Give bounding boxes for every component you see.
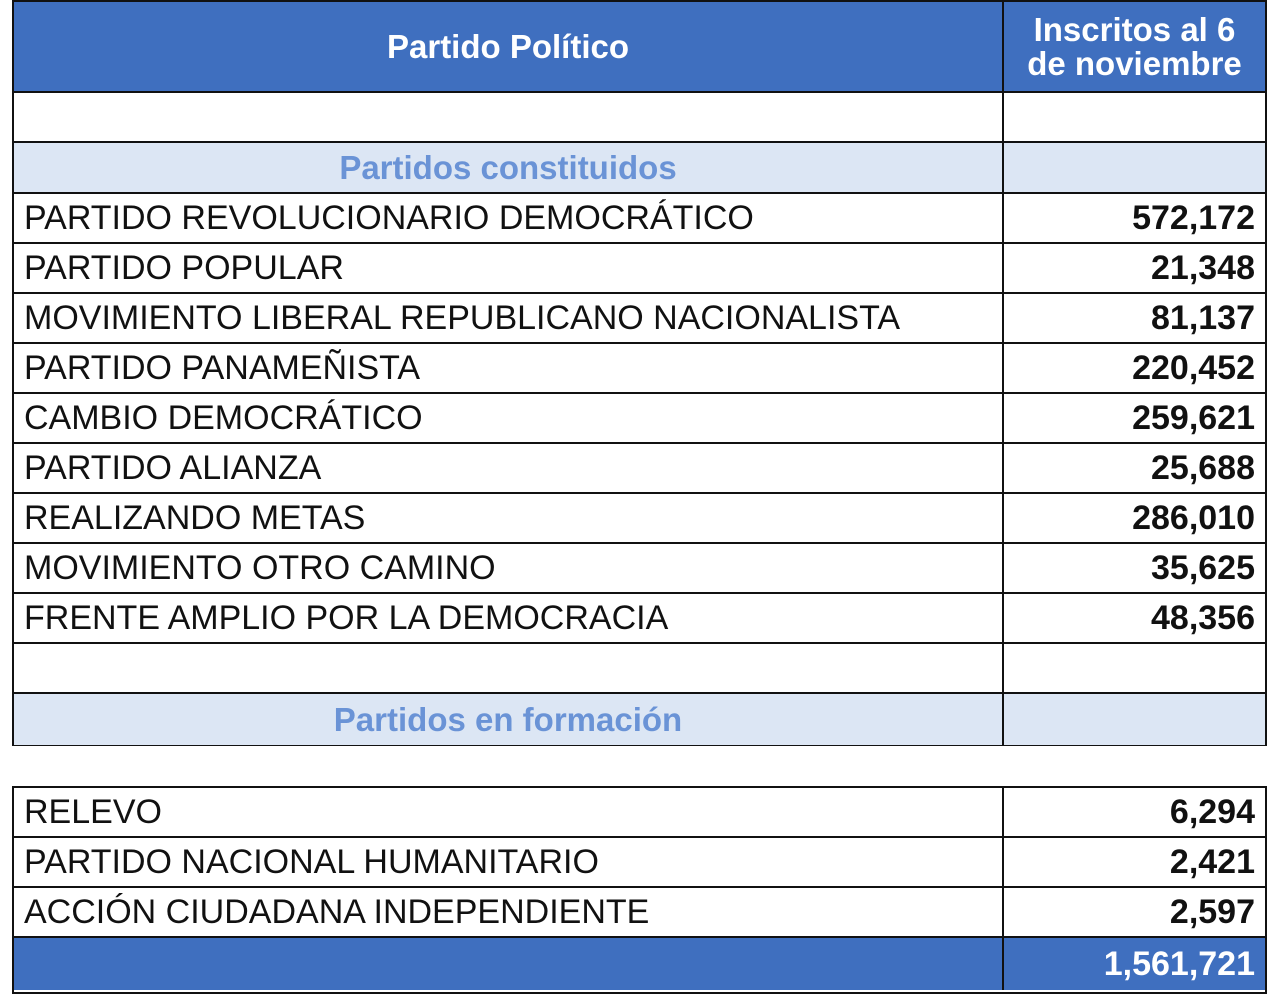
party-count: 259,621	[1132, 398, 1255, 437]
party-count: 81,137	[1151, 298, 1255, 337]
section-label: Partidos en formación	[14, 694, 1004, 745]
table-row	[14, 194, 1265, 244]
party-count: 21,348	[1151, 248, 1255, 287]
party-name: PARTIDO PANAMEÑISTA	[14, 344, 1004, 392]
party-name: REALIZANDO METAS	[14, 494, 1004, 542]
party-count: 25,688	[1151, 448, 1255, 487]
party-name: ACCIÓN CIUDADANA INDEPENDIENTE	[14, 888, 1004, 936]
table-row	[14, 544, 1265, 594]
party-count: 572,172	[1132, 198, 1255, 237]
table-row	[14, 344, 1265, 394]
table-row	[14, 888, 1265, 938]
table-row	[14, 838, 1265, 888]
table-row	[14, 244, 1265, 294]
party-name: RELEVO	[14, 788, 1004, 836]
party-name: FRENTE AMPLIO POR LA DEMOCRACIA	[14, 594, 1004, 642]
header-count-line1: Inscritos al 6	[1033, 10, 1236, 48]
party-count: 48,356	[1151, 598, 1255, 637]
table-row	[14, 788, 1265, 838]
table-row	[14, 594, 1265, 644]
blank-row	[14, 644, 1265, 694]
party-count: 6,294	[1169, 792, 1255, 831]
total-row	[14, 938, 1265, 990]
header-party-column: Partido Político	[14, 2, 1004, 91]
party-name: PARTIDO REVOLUCIONARIO DEMOCRÁTICO	[14, 194, 1004, 242]
header-count-column	[1004, 2, 1265, 91]
section-label: Partidos constituidos	[14, 143, 1004, 192]
party-count: 2,421	[1169, 842, 1255, 881]
total-count: 1,561,721	[1103, 944, 1255, 983]
party-name: MOVIMIENTO LIBERAL REPUBLICANO NACIONALISTA	[14, 294, 1004, 342]
table-row	[14, 444, 1265, 494]
party-count: 35,625	[1151, 548, 1255, 587]
total-label	[14, 938, 1004, 990]
party-count: 286,010	[1132, 498, 1255, 537]
header-row	[14, 2, 1265, 93]
table-row	[14, 294, 1265, 344]
party-name: PARTIDO NACIONAL HUMANITARIO	[14, 838, 1004, 886]
party-table-top	[12, 0, 1267, 746]
blank-row	[14, 93, 1265, 143]
party-name: CAMBIO DEMOCRÁTICO	[14, 394, 1004, 442]
table-row	[14, 494, 1265, 544]
header-count-line2: de noviembre	[1027, 44, 1242, 82]
section-row-constituted	[14, 143, 1265, 194]
party-table-bottom	[12, 786, 1267, 994]
table-row	[14, 394, 1265, 444]
party-count: 220,452	[1132, 348, 1255, 387]
party-name: MOVIMIENTO OTRO CAMINO	[14, 544, 1004, 592]
party-name: PARTIDO POPULAR	[14, 244, 1004, 292]
section-row-forming	[14, 694, 1265, 745]
party-name: PARTIDO ALIANZA	[14, 444, 1004, 492]
party-count: 2,597	[1169, 892, 1255, 931]
